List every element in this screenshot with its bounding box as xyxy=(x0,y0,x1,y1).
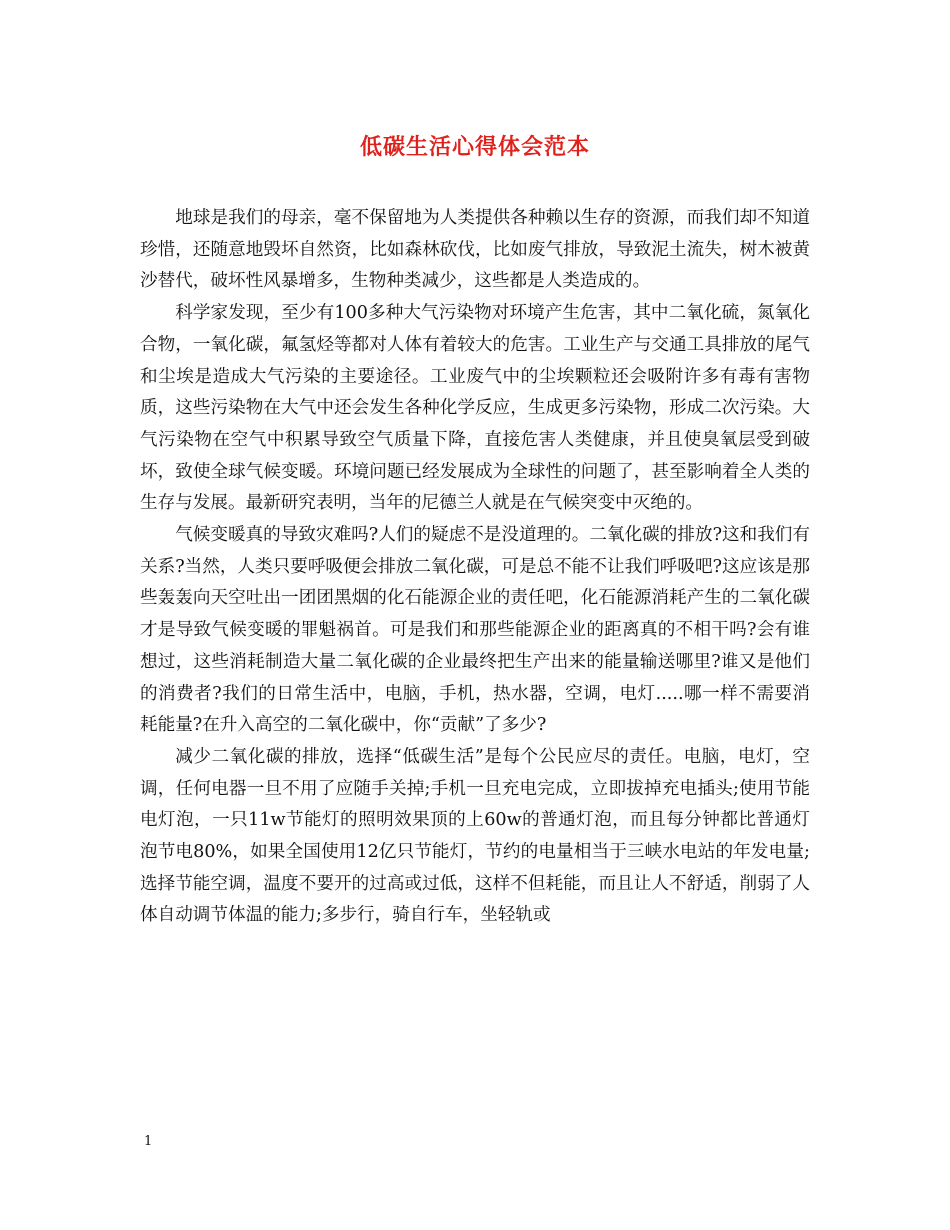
page-number: 1 xyxy=(144,1134,153,1149)
paragraph-4: 减少二氧化碳的排放，选择“低碳生活”是每个公民应尽的责任。电脑，电灯，空调，任何电器一旦不用了应随手关掉;手机一旦充电完成，立即拔掉充电插头;使用节能电灯泡，一只11w节能灯的照明效果顶的上60w的普通灯泡，而且每分钟都比普通灯泡节电80%，如果全国使用12亿只节能灯，节约的电量相当于三峡水电站的年发电量;选择节能空调，温度不要开的过高或过低，这样不但耗能，而且让人不舒适，削弱了人体自动调节体温的能力;多步行，骑自行车，坐轻轨或 xyxy=(140,746,810,926)
paragraph-2: 科学家发现，至少有100多种大气污染物对环境产生危害，其中二氧化硫，氮氧化合物，一氧化碳，氟氢烃等都对人体有着较大的危害。工业生产与交通工具排放的尾气和尘埃是造成大气污染的主要途径。工业废气中的尘埃颗粒还会吸附许多有毒有害物质，这些污染物在大气中还会发生各种化学反应，生成更多污染物，形成二次污染。大气污染物在空气中积累导致空气质量下降，直接危害人类健康，并且使臭氧层受到破坏，致使全球气候变暖。环境问题已经发展成为全球性的问题了，甚至影响着全人类的生存与发展。最新研究表明，当年的尼德兰人就是在气候突变中灭绝的。 xyxy=(140,303,810,514)
paragraph-1: 地球是我们的母亲，毫不保留地为人类提供各种赖以生存的资源，而我们却不知道珍惜，还随意地毁坏自然资，比如森林砍伐，比如废气排放，导致泥土流失，树木被黄沙替代，破坏性风暴增多，生物种类减少，这些都是人类造成的。 xyxy=(140,208,810,292)
paragraph-3: 气候变暖真的导致灾难吗?人们的疑虑不是没道理的。二氧化碳的排放?这和我们有关系?当然，人类只要呼吸便会排放二氧化碳，可是总不能不让我们呼吸吧?这应该是那些轰轰向天空吐出一团团黑烟的化石能源企业的责任吧，化石能源消耗产生的二氧化碳才是导致气候变暖的罪魁祸首。可是我们和那些能源企业的距离真的不相干吗?会有谁想过，这些消耗制造大量二氧化碳的企业最终把生产出来的能量输送哪里?谁又是他们的消费者?我们的日常生活中，电脑，手机，热水器，空调，电灯.....哪一样不需要消耗能量?在升入高空的二氧化碳中，你“贡献”了多少? xyxy=(140,525,810,736)
document-title: 低碳生活心得体会范本 xyxy=(359,134,590,160)
document-body xyxy=(140,203,810,932)
